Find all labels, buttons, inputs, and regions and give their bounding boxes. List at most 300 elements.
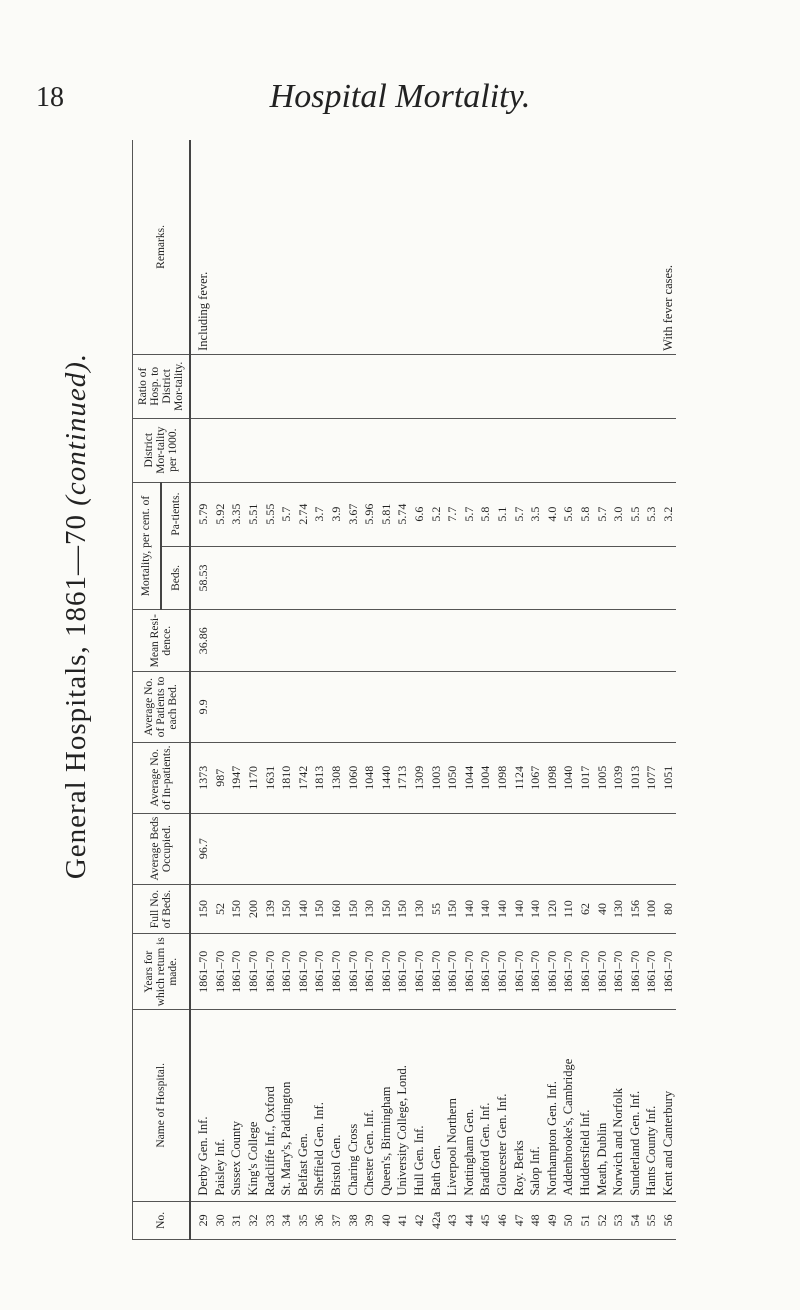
- cell-years: 1861–70: [461, 934, 478, 1010]
- cell-residence: [444, 610, 461, 672]
- cell-ratio: [660, 354, 677, 418]
- cell-no: 33: [262, 1201, 279, 1239]
- cell-no: 30: [212, 1201, 229, 1239]
- cell-remarks: [560, 140, 577, 354]
- cell-avg-patients: 1040: [560, 742, 577, 813]
- cell-ratio: [378, 354, 395, 418]
- cell-mort-beds: [361, 546, 378, 610]
- cell-mort-beds: [477, 546, 494, 610]
- cell-full-beds: 150: [311, 884, 328, 934]
- cell-district: [378, 418, 395, 482]
- table-row: [610, 140, 627, 1240]
- cell-district: [212, 418, 229, 482]
- cell-avg-patients: 1039: [610, 742, 627, 813]
- cell-name: Bristol Gen.: [328, 1010, 345, 1202]
- cell-full-beds: 52: [212, 884, 229, 934]
- cell-years: 1861–70: [627, 934, 644, 1010]
- cell-remarks: [428, 140, 445, 354]
- cell-name: Northampton Gen. Inf.: [544, 1010, 561, 1202]
- table-title: [60, 216, 93, 1016]
- table-row: [262, 140, 279, 1240]
- table-row: [394, 140, 411, 1240]
- table-row: [295, 140, 312, 1240]
- cell-no: 34: [278, 1201, 295, 1239]
- cell-mort-patients: 3.2: [660, 482, 677, 546]
- cell-district: [278, 418, 295, 482]
- cell-avg-per-bed: [245, 671, 262, 742]
- cell-full-beds: 80: [660, 884, 677, 934]
- cell-mort-patients: 2.74: [295, 482, 312, 546]
- cell-district: [660, 418, 677, 482]
- cell-full-beds: 130: [610, 884, 627, 934]
- cell-no: 54: [627, 1201, 644, 1239]
- cell-ratio: [511, 354, 528, 418]
- cell-remarks: [245, 140, 262, 354]
- table-body: [190, 140, 676, 1240]
- cell-years: 1861–70: [378, 934, 395, 1010]
- cell-mort-beds: [444, 546, 461, 610]
- cell-years: 1861–70: [511, 934, 528, 1010]
- cell-avg-per-bed: [428, 671, 445, 742]
- cell-name: Sheffield Gen. Inf.: [311, 1010, 328, 1202]
- cell-avg-beds: [560, 813, 577, 884]
- cell-mort-beds: [494, 546, 511, 610]
- cell-residence: [228, 610, 245, 672]
- mortality-table-wrapper: [132, 140, 752, 1240]
- cell-full-beds: 100: [643, 884, 660, 934]
- cell-mort-beds: [610, 546, 627, 610]
- cell-residence: [278, 610, 295, 672]
- cell-avg-beds: [610, 813, 627, 884]
- cell-ratio: [345, 354, 362, 418]
- cell-name: Hants County Inf.: [643, 1010, 660, 1202]
- cell-residence: [212, 610, 229, 672]
- cell-avg-per-bed: [560, 671, 577, 742]
- cell-district: [190, 418, 212, 482]
- cell-no: 51: [577, 1201, 594, 1239]
- cell-district: [245, 418, 262, 482]
- cell-avg-beds: [262, 813, 279, 884]
- cell-avg-per-bed: [627, 671, 644, 742]
- cell-no: 37: [328, 1201, 345, 1239]
- cell-years: 1861–70: [594, 934, 611, 1010]
- cell-no: 35: [295, 1201, 312, 1239]
- cell-mort-beds: 58.53: [190, 546, 212, 610]
- table-row: [511, 140, 528, 1240]
- cell-avg-patients: 1005: [594, 742, 611, 813]
- cell-full-beds: 140: [527, 884, 544, 934]
- cell-name: Queen's, Birmingham: [378, 1010, 395, 1202]
- cell-ratio: [444, 354, 461, 418]
- cell-avg-beds: [378, 813, 395, 884]
- cell-remarks: [212, 140, 229, 354]
- cell-residence: [461, 610, 478, 672]
- cell-avg-per-bed: [378, 671, 395, 742]
- cell-name: Nottingham Gen.: [461, 1010, 478, 1202]
- cell-avg-patients: 1813: [311, 742, 328, 813]
- cell-no: 40: [378, 1201, 395, 1239]
- col-residence: Mean Resi-dence.: [133, 610, 191, 672]
- cell-avg-per-bed: [461, 671, 478, 742]
- cell-district: [295, 418, 312, 482]
- cell-ratio: [262, 354, 279, 418]
- cell-avg-beds: [228, 813, 245, 884]
- cell-mort-patients: 5.3: [643, 482, 660, 546]
- cell-district: [610, 418, 627, 482]
- cell-avg-per-bed: [228, 671, 245, 742]
- cell-avg-beds: [411, 813, 428, 884]
- mortality-table: [132, 140, 676, 1240]
- cell-district: [328, 418, 345, 482]
- cell-district: [311, 418, 328, 482]
- cell-avg-beds: [527, 813, 544, 884]
- cell-years: 1861–70: [544, 934, 561, 1010]
- cell-residence: [311, 610, 328, 672]
- cell-avg-patients: 1004: [477, 742, 494, 813]
- cell-avg-patients: 1810: [278, 742, 295, 813]
- table-row: [544, 140, 561, 1240]
- cell-full-beds: 150: [394, 884, 411, 934]
- cell-avg-per-bed: [212, 671, 229, 742]
- table-row: [444, 140, 461, 1240]
- cell-remarks: [577, 140, 594, 354]
- cell-avg-per-bed: [594, 671, 611, 742]
- cell-mort-beds: [527, 546, 544, 610]
- cell-ratio: [643, 354, 660, 418]
- cell-full-beds: 55: [428, 884, 445, 934]
- cell-years: 1861–70: [345, 934, 362, 1010]
- cell-avg-patients: 1947: [228, 742, 245, 813]
- cell-full-beds: 140: [295, 884, 312, 934]
- cell-full-beds: 62: [577, 884, 594, 934]
- cell-ratio: [311, 354, 328, 418]
- cell-remarks: [361, 140, 378, 354]
- col-ratio: Ratio of Hosp. to District Mor-tality.: [133, 354, 191, 418]
- cell-full-beds: 150: [228, 884, 245, 934]
- cell-residence: [345, 610, 362, 672]
- cell-avg-patients: 1742: [295, 742, 312, 813]
- cell-name: Derby Gen. Inf.: [190, 1010, 212, 1202]
- cell-remarks: [228, 140, 245, 354]
- cell-residence: [643, 610, 660, 672]
- cell-mort-beds: [262, 546, 279, 610]
- cell-name: Bradford Gen. Inf.: [477, 1010, 494, 1202]
- table-row: [577, 140, 594, 1240]
- cell-avg-beds: [345, 813, 362, 884]
- col-mort-beds: Beds.: [161, 546, 190, 610]
- cell-remarks: [627, 140, 644, 354]
- cell-years: 1861–70: [212, 934, 229, 1010]
- col-remarks: Remarks.: [133, 140, 191, 354]
- table-row: [428, 140, 445, 1240]
- cell-residence: [544, 610, 561, 672]
- cell-remarks: [477, 140, 494, 354]
- table-row: [594, 140, 611, 1240]
- cell-full-beds: 110: [560, 884, 577, 934]
- cell-mort-beds: [411, 546, 428, 610]
- cell-avg-per-bed: 9.9: [190, 671, 212, 742]
- cell-remarks: [278, 140, 295, 354]
- cell-years: 1861–70: [577, 934, 594, 1010]
- cell-years: 1861–70: [361, 934, 378, 1010]
- cell-name: Paisley Inf.: [212, 1010, 229, 1202]
- cell-ratio: [577, 354, 594, 418]
- cell-no: 38: [345, 1201, 362, 1239]
- cell-residence: [577, 610, 594, 672]
- table-row: [411, 140, 428, 1240]
- cell-avg-patients: 1044: [461, 742, 478, 813]
- cell-avg-patients: 1017: [577, 742, 594, 813]
- cell-remarks: [643, 140, 660, 354]
- cell-residence: [511, 610, 528, 672]
- table-title-continued: (continued).: [60, 352, 92, 506]
- cell-avg-patients: 1048: [361, 742, 378, 813]
- col-mort-patients: Pa-tients.: [161, 482, 190, 546]
- cell-residence: [378, 610, 395, 672]
- cell-no: 48: [527, 1201, 544, 1239]
- cell-mort-beds: [212, 546, 229, 610]
- cell-residence: [660, 610, 677, 672]
- cell-district: [627, 418, 644, 482]
- cell-residence: [594, 610, 611, 672]
- cell-residence: [560, 610, 577, 672]
- page-number: 18: [36, 82, 64, 113]
- cell-mort-patients: 3.35: [228, 482, 245, 546]
- cell-mort-patients: 4.0: [544, 482, 561, 546]
- cell-ratio: [212, 354, 229, 418]
- cell-ratio: [527, 354, 544, 418]
- cell-full-beds: 160: [328, 884, 345, 934]
- cell-mort-patients: 3.7: [311, 482, 328, 546]
- cell-mort-patients: 7.7: [444, 482, 461, 546]
- cell-no: 29: [190, 1201, 212, 1239]
- cell-mort-beds: [461, 546, 478, 610]
- cell-district: [361, 418, 378, 482]
- cell-ratio: [328, 354, 345, 418]
- cell-no: 46: [494, 1201, 511, 1239]
- cell-full-beds: 150: [444, 884, 461, 934]
- cell-mort-beds: [627, 546, 644, 610]
- cell-name: Huddersfield Inf.: [577, 1010, 594, 1202]
- cell-avg-per-bed: [477, 671, 494, 742]
- cell-name: Sunderland Gen. Inf.: [627, 1010, 644, 1202]
- cell-ratio: [411, 354, 428, 418]
- cell-residence: [527, 610, 544, 672]
- cell-years: 1861–70: [527, 934, 544, 1010]
- cell-mort-patients: 3.67: [345, 482, 362, 546]
- cell-mort-patients: 5.74: [394, 482, 411, 546]
- cell-name: King's College: [245, 1010, 262, 1202]
- cell-name: Salop Inf.: [527, 1010, 544, 1202]
- cell-avg-patients: 1013: [627, 742, 644, 813]
- cell-full-beds: 139: [262, 884, 279, 934]
- cell-avg-patients: 1631: [262, 742, 279, 813]
- cell-mort-patients: 5.7: [461, 482, 478, 546]
- cell-mort-patients: 5.96: [361, 482, 378, 546]
- cell-district: [345, 418, 362, 482]
- cell-mort-patients: 5.1: [494, 482, 511, 546]
- cell-mort-beds: [245, 546, 262, 610]
- cell-district: [560, 418, 577, 482]
- cell-full-beds: 120: [544, 884, 561, 934]
- cell-years: 1861–70: [394, 934, 411, 1010]
- cell-avg-beds: [428, 813, 445, 884]
- cell-avg-beds: 96.7: [190, 813, 212, 884]
- cell-avg-per-bed: [511, 671, 528, 742]
- cell-ratio: [610, 354, 627, 418]
- cell-residence: [428, 610, 445, 672]
- cell-avg-patients: 1308: [328, 742, 345, 813]
- cell-remarks: [544, 140, 561, 354]
- cell-years: 1861–70: [190, 934, 212, 1010]
- cell-mort-beds: [228, 546, 245, 610]
- cell-years: 1861–70: [228, 934, 245, 1010]
- table-row: [361, 140, 378, 1240]
- cell-name: Gloucester Gen. Inf.: [494, 1010, 511, 1202]
- cell-mort-patients: 6.6: [411, 482, 428, 546]
- cell-mort-patients: 5.2: [428, 482, 445, 546]
- cell-ratio: [295, 354, 312, 418]
- cell-avg-beds: [394, 813, 411, 884]
- cell-avg-per-bed: [444, 671, 461, 742]
- cell-mort-patients: 3.9: [328, 482, 345, 546]
- cell-full-beds: 130: [411, 884, 428, 934]
- cell-avg-beds: [444, 813, 461, 884]
- table-row: [494, 140, 511, 1240]
- cell-mort-patients: 5.7: [278, 482, 295, 546]
- cell-avg-patients: 1713: [394, 742, 411, 813]
- cell-mort-patients: 5.8: [577, 482, 594, 546]
- col-district: District Mor-tality per 1000.: [133, 418, 191, 482]
- col-avg-beds: Average Beds Occupied.: [133, 813, 191, 884]
- cell-avg-beds: [461, 813, 478, 884]
- cell-no: 43: [444, 1201, 461, 1239]
- cell-remarks: [527, 140, 544, 354]
- cell-years: 1861–70: [610, 934, 627, 1010]
- cell-avg-patients: 1098: [494, 742, 511, 813]
- cell-years: 1861–70: [278, 934, 295, 1010]
- table-row: [328, 140, 345, 1240]
- cell-mort-beds: [278, 546, 295, 610]
- cell-avg-per-bed: [311, 671, 328, 742]
- cell-name: Bath Gen.: [428, 1010, 445, 1202]
- cell-no: 50: [560, 1201, 577, 1239]
- cell-full-beds: 130: [361, 884, 378, 934]
- cell-avg-beds: [477, 813, 494, 884]
- cell-avg-patients: 1309: [411, 742, 428, 813]
- cell-district: [511, 418, 528, 482]
- table-row: [643, 140, 660, 1240]
- cell-ratio: [228, 354, 245, 418]
- cell-full-beds: 140: [477, 884, 494, 934]
- cell-avg-per-bed: [328, 671, 345, 742]
- cell-mort-beds: [428, 546, 445, 610]
- cell-avg-beds: [361, 813, 378, 884]
- cell-avg-beds: [311, 813, 328, 884]
- table-row: [228, 140, 245, 1240]
- cell-remarks: [262, 140, 279, 354]
- cell-full-beds: 150: [278, 884, 295, 934]
- cell-residence: [295, 610, 312, 672]
- cell-avg-per-bed: [544, 671, 561, 742]
- cell-mort-patients: 5.5: [627, 482, 644, 546]
- cell-remarks: [345, 140, 362, 354]
- cell-district: [262, 418, 279, 482]
- cell-avg-patients: 1067: [527, 742, 544, 813]
- cell-years: 1861–70: [428, 934, 445, 1010]
- cell-name: Radcliffe Inf., Oxford: [262, 1010, 279, 1202]
- cell-avg-beds: [328, 813, 345, 884]
- cell-remarks: [461, 140, 478, 354]
- cell-full-beds: 150: [378, 884, 395, 934]
- cell-years: 1861–70: [560, 934, 577, 1010]
- cell-mort-beds: [378, 546, 395, 610]
- page-header: [0, 0, 800, 120]
- cell-full-beds: 150: [345, 884, 362, 934]
- cell-mort-patients: 5.55: [262, 482, 279, 546]
- cell-remarks: [378, 140, 395, 354]
- cell-remarks: [411, 140, 428, 354]
- cell-mort-patients: 5.51: [245, 482, 262, 546]
- cell-mort-beds: [544, 546, 561, 610]
- cell-district: [594, 418, 611, 482]
- cell-avg-per-bed: [577, 671, 594, 742]
- cell-avg-per-bed: [660, 671, 677, 742]
- cell-avg-per-bed: [278, 671, 295, 742]
- cell-avg-patients: 1050: [444, 742, 461, 813]
- cell-mort-patients: 3.5: [527, 482, 544, 546]
- cell-avg-beds: [511, 813, 528, 884]
- cell-district: [444, 418, 461, 482]
- cell-mort-patients: 5.92: [212, 482, 229, 546]
- cell-no: 53: [610, 1201, 627, 1239]
- cell-avg-beds: [577, 813, 594, 884]
- col-no: No.: [133, 1201, 191, 1239]
- cell-avg-patients: 1098: [544, 742, 561, 813]
- cell-ratio: [245, 354, 262, 418]
- cell-mort-beds: [594, 546, 611, 610]
- table-title-main: General Hospitals, 1861—70: [60, 514, 92, 880]
- table-row: [311, 140, 328, 1240]
- cell-full-beds: 140: [461, 884, 478, 934]
- cell-avg-patients: 1051: [660, 742, 677, 813]
- cell-avg-per-bed: [295, 671, 312, 742]
- cell-ratio: [394, 354, 411, 418]
- cell-residence: [245, 610, 262, 672]
- table-row: [660, 140, 677, 1240]
- cell-avg-beds: [544, 813, 561, 884]
- cell-district: [577, 418, 594, 482]
- cell-avg-per-bed: [361, 671, 378, 742]
- table-row: [278, 140, 295, 1240]
- cell-avg-beds: [212, 813, 229, 884]
- table-row: [212, 140, 229, 1240]
- cell-remarks: Including fever.: [190, 140, 212, 354]
- cell-mort-beds: [345, 546, 362, 610]
- cell-no: 42a: [428, 1201, 445, 1239]
- cell-years: 1861–70: [295, 934, 312, 1010]
- cell-district: [461, 418, 478, 482]
- cell-full-beds: 140: [511, 884, 528, 934]
- cell-ratio: [428, 354, 445, 418]
- cell-district: [527, 418, 544, 482]
- cell-remarks: [311, 140, 328, 354]
- cell-mort-beds: [295, 546, 312, 610]
- cell-residence: [411, 610, 428, 672]
- cell-no: 31: [228, 1201, 245, 1239]
- cell-mort-beds: [311, 546, 328, 610]
- table-row: [461, 140, 478, 1240]
